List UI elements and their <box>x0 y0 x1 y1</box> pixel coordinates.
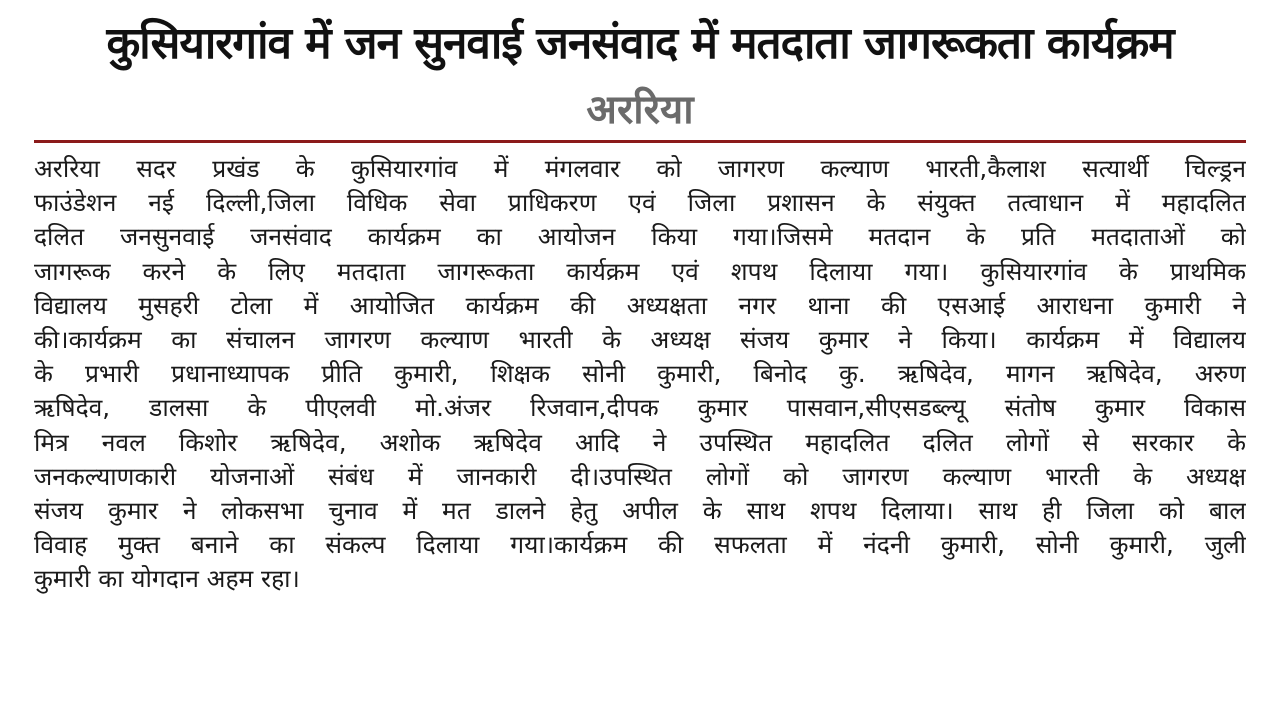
article-line: जनकल्याणकारी योजनाओं संबंध में जानकारी दी।उपस्थित लोगों को जागरण कल्याण भारती के अध्यक्ष <box>34 461 1246 491</box>
article-line: संजय कुमार ने लोकसभा चुनाव में मत डालने हेतु अपील के साथ शपथ दिलाया। साथ ही जिला को बाल <box>34 496 1246 526</box>
article-line: की।कार्यक्रम का संचालन जागरण कल्याण भारती के अध्यक्ष संजय कुमार ने किया। कार्यक्रम में विद्यालय <box>34 325 1246 355</box>
article-line: फाउंडेशन नई दिल्ली,जिला विधिक सेवा प्राधिकरण एवं जिला प्रशासन के संयुक्त तत्वाधान में महादलित <box>34 188 1246 218</box>
article-line: ऋषिदेव, डालसा के पीएलवी मो.अंजर रिजवान,दीपक कुमार पासवान,सीएसडब्ल्यू संतोष कुमार विकास <box>34 393 1246 423</box>
article-body <box>34 152 1246 597</box>
dateline: अररिया <box>586 87 694 133</box>
article-line: दलित जनसुनवाई जनसंवाद कार्यक्रम का आयोजन किया गया।जिसमे मतदान के प्रति मतदाताओं को <box>34 222 1246 252</box>
article-line: विद्यालय मुसहरी टोला में आयोजित कार्यक्रम की अध्यक्षता नगर थाना की एसआई आराधना कुमारी ने <box>34 290 1246 320</box>
article-line: मित्र नवल किशोर ऋषिदेव, अशोक ऋषिदेव आदि ने उपस्थित महादलित दलित लोगों से सरकार के <box>34 427 1246 457</box>
headline: कुसियारगांव में जन सुनवाई जनसंवाद में मतदाता जागरूकता कार्यक्रम <box>106 18 1174 69</box>
article-line: कुमारी का योगदान अहम रहा। <box>34 564 300 594</box>
article-line: जागरूक करने के लिए मतदाता जागरूकता कार्यक्रम एवं शपथ दिलाया गया। कुसियारगांव के प्राथमिक <box>34 256 1246 286</box>
separator-rule <box>34 140 1246 143</box>
article-line: के प्रभारी प्रधानाध्यापक प्रीति कुमारी, शिक्षक सोनी कुमारी, बिनोद कु. ऋषिदेव, मागन ऋषिदेव, अरुण <box>34 359 1246 389</box>
article-line: अररिया सदर प्रखंड के कुसियारगांव में मंगलवार को जागरण कल्याण भारती,कैलाश सत्यार्थी चिल्ड्रन <box>34 154 1246 183</box>
article-line: विवाह मुक्त बनाने का संकल्प दिलाया गया।कार्यक्रम की सफलता में नंदनी कुमारी, सोनी कुमारी, जुली <box>34 530 1246 560</box>
